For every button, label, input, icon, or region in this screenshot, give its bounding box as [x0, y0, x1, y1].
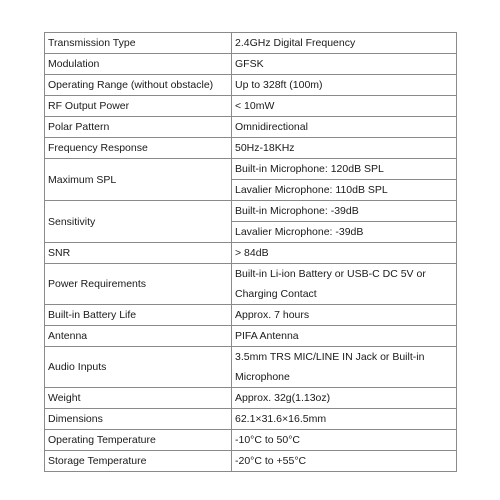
- spec-row: [45, 388, 457, 409]
- spec-label: Frequency Response: [45, 138, 232, 159]
- spec-row: [45, 243, 457, 264]
- spec-value: [232, 201, 457, 243]
- spec-row: [45, 264, 457, 305]
- spec-label: Weight: [45, 388, 232, 409]
- spec-value: [232, 75, 457, 96]
- spec-row: [45, 430, 457, 451]
- spec-value: [232, 117, 457, 138]
- spec-row: [45, 138, 457, 159]
- spec-value-text: Lavalier Microphone: 110dB SPL: [232, 179, 456, 200]
- spec-row: [45, 33, 457, 54]
- spec-value-text: < 10mW: [235, 100, 275, 112]
- spec-row: [45, 347, 457, 388]
- spec-label: SNR: [45, 243, 232, 264]
- spec-value-text: Approx. 7 hours: [235, 309, 310, 321]
- spec-value-text: Approx. 32g(1.13oz): [235, 392, 331, 404]
- spec-label: Power Requirements: [45, 264, 232, 305]
- spec-label: Polar Pattern: [45, 117, 232, 138]
- spec-label: Sensitivity: [45, 201, 232, 243]
- spec-value: [232, 264, 457, 305]
- spec-value-text: Omnidirectional: [235, 121, 308, 133]
- spec-label: Audio Inputs: [45, 347, 232, 388]
- spec-value-text: Built-in Li-ion Battery or USB-C DC 5V or Charging Contact: [235, 268, 426, 300]
- spec-label: Built-in Battery Life: [45, 305, 232, 326]
- spec-value-text: -20°C to +55°C: [235, 455, 307, 467]
- spec-row: [45, 451, 457, 472]
- spec-value: [232, 159, 457, 201]
- spec-value-text: -10°C to 50°C: [235, 434, 301, 446]
- spec-value: [232, 347, 457, 388]
- spec-value: [232, 243, 457, 264]
- spec-value-text: Up to 328ft (100m): [235, 79, 323, 91]
- spec-row: [45, 201, 457, 243]
- spec-value-text: 62.1×31.6×16.5mm: [235, 413, 327, 425]
- spec-row: [45, 326, 457, 347]
- spec-row: [45, 159, 457, 201]
- spec-value: [232, 326, 457, 347]
- spec-value-text: Built-in Microphone: 120dB SPL: [235, 163, 384, 175]
- spec-table: [44, 32, 457, 472]
- spec-label: Operating Temperature: [45, 430, 232, 451]
- spec-value: [232, 54, 457, 75]
- spec-value-text: 3.5mm TRS MIC/LINE IN Jack or Built-in Microphone: [235, 351, 425, 383]
- spec-row: [45, 96, 457, 117]
- spec-label: Transmission Type: [45, 33, 232, 54]
- spec-value: [232, 305, 457, 326]
- spec-row: [45, 75, 457, 96]
- spec-row: [45, 409, 457, 430]
- spec-row: [45, 54, 457, 75]
- spec-value: [232, 388, 457, 409]
- spec-label: RF Output Power: [45, 96, 232, 117]
- spec-label: Operating Range (without obstacle): [45, 75, 232, 96]
- spec-value-text: Lavalier Microphone: -39dB: [232, 221, 456, 242]
- spec-value-text: PIFA Antenna: [235, 330, 299, 342]
- spec-row: [45, 117, 457, 138]
- spec-value: [232, 33, 457, 54]
- spec-label: Antenna: [45, 326, 232, 347]
- spec-row: [45, 305, 457, 326]
- spec-label: Modulation: [45, 54, 232, 75]
- spec-value: [232, 409, 457, 430]
- spec-value-text: 50Hz-18KHz: [235, 142, 295, 154]
- spec-label: Storage Temperature: [45, 451, 232, 472]
- spec-value: [232, 138, 457, 159]
- spec-value-text: 2.4GHz Digital Frequency: [235, 37, 356, 49]
- spec-table-body: [45, 33, 457, 472]
- spec-value-text: > 84dB: [235, 247, 269, 259]
- spec-label: Maximum SPL: [45, 159, 232, 201]
- spec-value: [232, 96, 457, 117]
- spec-value: [232, 451, 457, 472]
- spec-label: Dimensions: [45, 409, 232, 430]
- spec-value-text: Built-in Microphone: -39dB: [235, 205, 359, 217]
- spec-value-text: GFSK: [235, 58, 264, 70]
- spec-value: [232, 430, 457, 451]
